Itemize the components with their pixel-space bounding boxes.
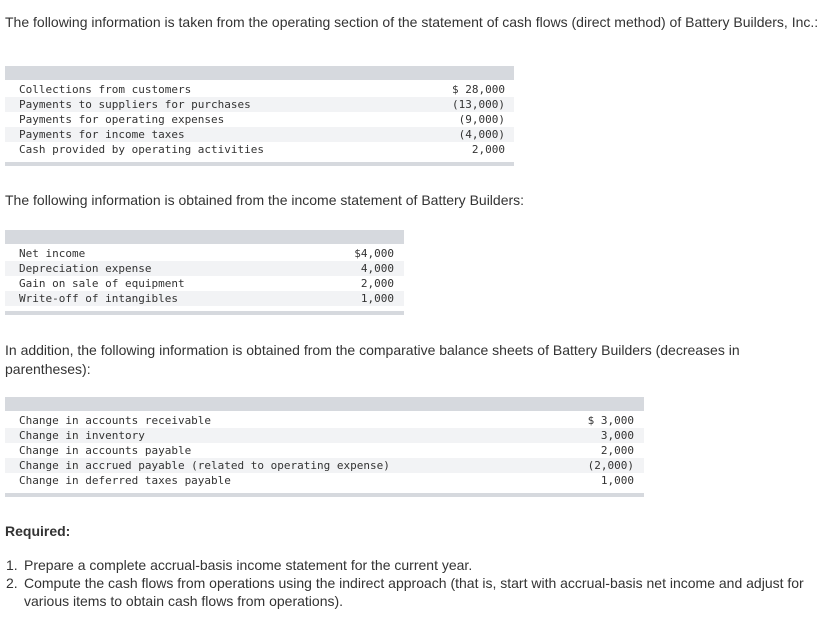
row-value: 2,000 xyxy=(471,143,505,156)
row-value: 2,000 xyxy=(360,277,394,290)
row-value: 1,000 xyxy=(600,474,634,487)
row-label: Payments for operating expenses xyxy=(19,113,225,126)
table-row xyxy=(5,291,404,306)
item-text: Compute the cash flows from operations using the indirect approach (that is, start with accrual-basis net income and adjust for various items to obtain cash flows from operations). xyxy=(24,575,804,609)
table-row xyxy=(5,97,514,112)
row-label: Change in accrued payable (related to operating expense) xyxy=(19,459,390,472)
row-value: 1,000 xyxy=(360,292,394,305)
row-label: Change in accounts payable xyxy=(19,444,192,457)
table-row xyxy=(5,413,644,428)
row-label: Collections from customers xyxy=(19,83,192,96)
row-label: Cash provided by operating activities xyxy=(19,143,265,156)
item-number: 2. xyxy=(6,575,18,591)
row-label: Gain on sale of equipment xyxy=(19,277,185,290)
list-item xyxy=(6,574,818,610)
item-number: 1. xyxy=(6,557,18,573)
table-footer-bar xyxy=(5,311,404,315)
table-footer-bar xyxy=(5,162,514,166)
cash-flows-table xyxy=(5,66,514,166)
table-row xyxy=(5,112,514,127)
table-row xyxy=(5,473,644,488)
table-row xyxy=(5,246,404,261)
row-value: (13,000) xyxy=(452,98,505,111)
row-label: Payments for income taxes xyxy=(19,128,185,141)
row-label: Change in deferred taxes payable xyxy=(19,474,231,487)
row-label: Change in inventory xyxy=(19,429,145,442)
table-header-bar xyxy=(5,230,404,244)
row-label: Depreciation expense xyxy=(19,262,152,275)
item-text: Prepare a complete accrual-basis income statement for the current year. xyxy=(24,557,473,573)
row-label: Payments to suppliers for purchases xyxy=(19,98,251,111)
row-label: Write-off of intangibles xyxy=(19,292,178,305)
income-intro-paragraph: The following information is obtained from the income statement of Battery Builders: xyxy=(5,192,525,208)
row-value: $ 3,000 xyxy=(587,414,634,427)
table-header-bar xyxy=(5,66,514,80)
table-row xyxy=(5,82,514,97)
row-value: (9,000) xyxy=(458,113,505,126)
intro-paragraph: The following information is taken from the operating section of the statement of cash flows (direct method) of Battery Builders, Inc.: xyxy=(5,14,819,30)
income-statement-table xyxy=(5,230,404,315)
row-value: (2,000) xyxy=(587,459,634,472)
row-value: 3,000 xyxy=(600,429,634,442)
row-value: $ 28,000 xyxy=(452,83,505,96)
table-row xyxy=(5,428,644,443)
table-row xyxy=(5,276,404,291)
table-row xyxy=(5,127,514,142)
list-item xyxy=(6,556,818,574)
table-footer-bar xyxy=(5,493,644,497)
balance-intro-paragraph: In addition, the following information is obtained from the comparative balance sheets of Battery Builders (decreases in parentheses): xyxy=(5,342,740,377)
row-value: 4,000 xyxy=(360,262,394,275)
required-list xyxy=(6,556,818,610)
table-row xyxy=(5,261,404,276)
required-heading: Required: xyxy=(5,523,71,539)
row-label: Net income xyxy=(19,247,86,260)
row-value: $4,000 xyxy=(354,247,394,260)
table-header-bar xyxy=(5,397,644,411)
table-row xyxy=(5,142,514,157)
table-row xyxy=(5,458,644,473)
row-label: Change in accounts receivable xyxy=(19,414,212,427)
balance-sheet-changes-table xyxy=(5,397,644,497)
row-value: 2,000 xyxy=(600,444,634,457)
table-row xyxy=(5,443,644,458)
row-value: (4,000) xyxy=(458,128,505,141)
